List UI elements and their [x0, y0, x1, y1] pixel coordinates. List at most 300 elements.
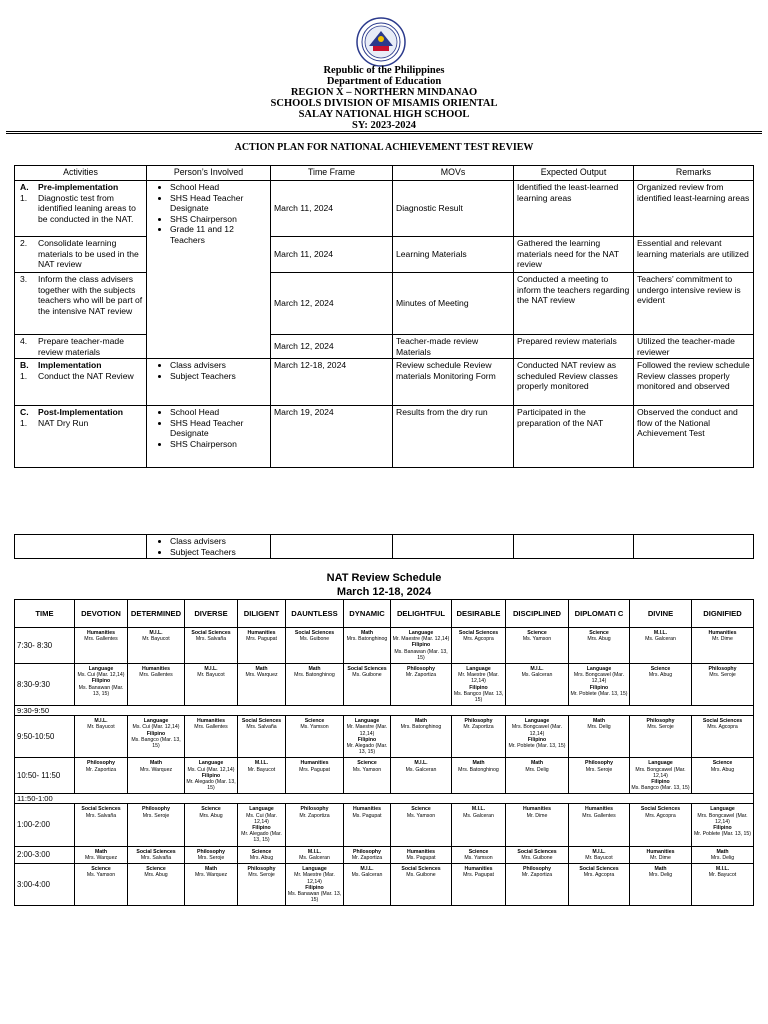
teacher-name: Ms. Yamson — [352, 766, 382, 773]
activity-cell — [15, 335, 147, 359]
subject-label: Language — [88, 666, 114, 673]
subject-label: Filipino — [201, 772, 221, 779]
schedule-cell — [238, 864, 286, 906]
teacher-name: Mr. Bayucot — [142, 636, 170, 643]
teacher-name: Mr. Bayucot — [247, 766, 276, 773]
schedule-subtitle: March 12-18, 2024 — [336, 586, 432, 598]
remarks-cell: Followed the review schedule Review classes properly monitored and observed — [634, 359, 754, 406]
schedule-cell — [128, 758, 185, 794]
subject-label: Humanities — [585, 806, 613, 813]
teacher-name: Mrs. Pagupat — [246, 636, 277, 643]
subject-label: Humanities — [87, 630, 115, 636]
subject-label: Language — [354, 718, 380, 725]
teacher-name: Ms. Galceran — [405, 766, 437, 773]
schedule-cell — [391, 864, 452, 906]
section-label: Implementation — [38, 360, 102, 371]
schedule-row — [15, 846, 754, 863]
subject-label: Math — [654, 866, 667, 873]
break-row — [15, 706, 754, 716]
list-item: • Subject Teachers — [170, 371, 267, 382]
schedule-cell — [452, 628, 506, 664]
subject-label: Humanities — [407, 848, 435, 855]
subject-label: Science — [251, 848, 272, 855]
teacher-name: Mr. Zaportiza — [85, 766, 117, 773]
mov-cell: Learning Materials — [393, 237, 514, 273]
col-section: DIVERSE — [185, 600, 238, 628]
header-region: REGION X – NORTHERN MINDANAO — [290, 87, 478, 98]
schedule-cell — [692, 758, 754, 794]
schedule-cell — [506, 628, 569, 664]
teacher-name: Ms. Banawan (Mar. 13, 15) — [394, 648, 448, 661]
teacher-name: Mr. Maestre (Mar. 12,14) — [392, 636, 450, 643]
subject-label: Philosophy — [708, 666, 737, 673]
schedule-cell — [185, 846, 238, 863]
teacher-name: Mrs. Warquez — [139, 766, 173, 773]
mov-cell: Diagnostic Result — [393, 181, 514, 237]
col-section: DAUNTLESS — [286, 600, 344, 628]
schedule-row — [15, 758, 754, 794]
output-cell: Prepared review materials — [514, 335, 634, 359]
subject-label: Social Sciences — [347, 666, 387, 673]
subject-label: Social Sciences — [702, 718, 743, 725]
schedule-cell — [391, 758, 452, 794]
schedule-cell — [344, 628, 391, 664]
schedule-cell — [185, 628, 238, 664]
schedule-cell — [128, 846, 185, 863]
schedule-cell — [692, 716, 754, 758]
schedule-cell — [506, 716, 569, 758]
teacher-name: Ms. Cui (Mar. 12,14) — [246, 812, 277, 825]
schedule-cell — [506, 758, 569, 794]
teacher-name: Mr. Zaportiza — [463, 724, 494, 731]
subject-label: Math — [530, 760, 544, 767]
subject-label: Humanities — [708, 630, 737, 636]
table-row — [15, 535, 754, 559]
subject-label: Filipino — [357, 736, 377, 743]
item-number: 4. — [20, 336, 28, 346]
schedule-cell — [569, 664, 630, 706]
subject-label: Filipino — [527, 736, 547, 743]
subject-label: Filipino — [411, 642, 431, 649]
schedule-table — [14, 599, 754, 906]
subject-label: Math — [592, 718, 606, 725]
teacher-name: Mrs. Delig — [587, 724, 611, 731]
schedule-cell — [569, 716, 630, 758]
time-slot: 7:30- 8:30 — [15, 628, 75, 664]
col-section: DIVINE — [630, 600, 692, 628]
schedule-cell — [238, 628, 286, 664]
col-persons: Person’s Involved — [147, 166, 271, 181]
teacher-name: Ms. Bangco (Mar. 13, 15) — [453, 690, 504, 704]
remarks-cell: Utilized the teacher-made reviewer — [634, 335, 754, 359]
subject-label: Language — [249, 806, 274, 813]
header-school: SALAY NATIONAL HIGH SCHOOL — [298, 109, 470, 120]
schedule-cell — [75, 846, 128, 863]
teacher-name: Ms. Cui (Mar. 12,14) — [132, 724, 180, 731]
schedule-cell — [238, 804, 286, 846]
subject-label: Filipino — [305, 884, 324, 891]
schedule-cell — [286, 664, 344, 706]
activity-text: Prepare teacher-made review materials — [38, 336, 124, 357]
break-time: 11:50-1:00 — [15, 794, 754, 804]
subject-label: Filipino — [589, 684, 609, 691]
teacher-name: Ms. Cui (Mar. 12,14) — [187, 766, 235, 773]
remarks-cell: Essential and relevant learning materials are utilized — [634, 237, 754, 273]
teacher-name: Mrs. Delig — [648, 872, 673, 879]
output-cell: Participated in the preparation of the NAT — [514, 406, 634, 468]
mov-cell — [393, 535, 514, 559]
subject-label: Philosophy — [464, 718, 493, 725]
table-row — [15, 406, 754, 468]
teacher-name: Mrs. Guibone — [521, 854, 553, 861]
teacher-name: Mrs. Salvaña — [85, 812, 117, 819]
schedule-cell — [344, 716, 391, 758]
time-slot: 9:50-10:50 — [15, 716, 75, 758]
subject-label: M.I.L. — [360, 866, 374, 873]
schedule-cell — [569, 804, 630, 846]
header-department: Department of Education — [326, 76, 442, 87]
schedule-cell — [238, 664, 286, 706]
schedule-cell — [344, 664, 391, 706]
subject-label: Social Sciences — [81, 806, 121, 813]
teacher-name: Ms. Yamson — [86, 872, 116, 879]
schedule-cell — [286, 716, 344, 758]
activity-text: NAT Dry Run — [38, 417, 89, 428]
schedule-cell — [569, 628, 630, 664]
time-slot: 3:00-4:00 — [15, 864, 75, 906]
teacher-name: Mrs. Agcopra — [707, 724, 738, 731]
col-movs: MOVs — [393, 166, 514, 181]
schedule-cell — [569, 864, 630, 906]
schedule-cell — [344, 864, 391, 906]
schedule-cell — [128, 804, 185, 846]
schedule-header-row — [15, 600, 754, 628]
persons-cell — [147, 406, 271, 468]
subject-label: Language — [408, 630, 434, 636]
col-section: DIGNIFIED — [692, 600, 754, 628]
subject-label: Science — [468, 848, 489, 855]
col-section: DISCIPLINED — [506, 600, 569, 628]
teacher-name: Mr. Poblete (Mar. 13, 15) — [508, 743, 566, 750]
time-cell: March 12, 2024 — [271, 273, 393, 335]
schedule-cell — [452, 758, 506, 794]
subject-label: Math — [414, 718, 428, 725]
list-item: • Subject Teachers — [170, 547, 267, 558]
mov-cell: Minutes of Meeting — [393, 273, 514, 335]
teacher-name: Mr. Bayucot — [708, 872, 737, 879]
list-item: • Grade 11 and 12 Teachers — [170, 224, 267, 245]
teacher-name: Mr. Bayucot — [87, 724, 115, 731]
schedule-cell — [75, 664, 128, 706]
activity-cell — [15, 237, 147, 273]
remarks-cell: Organized review from identified least-learning areas — [634, 181, 754, 237]
item-number: 1. — [20, 417, 28, 428]
subject-label: M.I.L. — [530, 666, 544, 673]
col-remarks: Remarks — [634, 166, 754, 181]
list-item: • Class advisers — [170, 360, 267, 371]
subject-label: Social Sciences — [241, 718, 282, 725]
col-time-frame: Time Frame — [271, 166, 393, 181]
subject-label: Language — [524, 718, 550, 725]
teacher-name: Mrs. Warquez — [194, 872, 228, 879]
list-item: • SHS Chairperson — [170, 439, 267, 450]
schedule-cell — [75, 628, 128, 664]
teacher-name: Mrs. Salvaña — [140, 854, 172, 861]
subject-label: M.I.L. — [653, 630, 668, 636]
col-activities: Activities — [15, 166, 147, 181]
teacher-name: Mrs. Bongcawel (Mar. 12,14) — [635, 766, 686, 779]
subject-label: Math — [94, 848, 108, 855]
list-item: • School Head — [170, 407, 267, 418]
teacher-name: Mrs. Agcopra — [583, 872, 615, 879]
schedule-cell — [128, 716, 185, 758]
schedule-cell — [391, 716, 452, 758]
schedule-cell — [630, 664, 692, 706]
teacher-name: Mr. Zaportiza — [521, 872, 553, 879]
subject-label: Social Sciences — [517, 848, 557, 855]
teacher-name: Ms. Banawan (Mar. 13, 15) — [78, 684, 124, 697]
section-label: Pre-implementation — [38, 182, 119, 192]
subject-label: Humanities — [142, 666, 170, 673]
schedule-cell — [506, 664, 569, 706]
teacher-name: Mrs. Pagupat — [299, 766, 330, 773]
header-school-year: SY: 2023-2024 — [351, 120, 417, 131]
teacher-name: Mr. Dime — [650, 854, 671, 861]
teacher-name: Ms. Guibone — [352, 672, 382, 679]
output-cell: Identified the least-learned learning areas — [514, 181, 634, 237]
subject-label: Philosophy — [407, 666, 435, 673]
time-cell: March 11, 2024 — [271, 237, 393, 273]
item-number: 3. — [20, 274, 28, 284]
col-section: DIPLOMATI C — [569, 600, 630, 628]
teacher-name: Ms. Bangco (Mar. 13, 15) — [131, 736, 181, 750]
teacher-name: Ms. Galceran — [645, 636, 676, 643]
teacher-name: Mr. Alegado (Mar. 13, 15) — [346, 743, 388, 756]
break-row — [15, 794, 754, 804]
teacher-name: Mr. Poblete (Mar. 13, 15) — [570, 690, 628, 697]
subject-label: Humanities — [197, 718, 225, 725]
mov-cell: Teacher-made review Materials — [393, 335, 514, 359]
subject-label: Humanities — [353, 806, 381, 813]
subject-label: M.I.L. — [254, 760, 269, 767]
activity-cell — [15, 273, 147, 335]
schedule-cell — [391, 804, 452, 846]
teacher-name: Mrs. Abug — [648, 672, 673, 679]
table-row — [15, 335, 754, 359]
teacher-name: Mrs. Gallentes — [582, 812, 616, 819]
teacher-name: Mr. Bayucot — [197, 672, 225, 679]
teacher-name: Mr. Zaportiza — [405, 672, 437, 679]
teacher-name: Mrs. Seroje — [709, 672, 736, 679]
teacher-name: Mrs. Delig — [525, 766, 549, 773]
subject-label: Math — [204, 866, 218, 873]
subject-label: Science — [527, 630, 547, 636]
list-item: • SHS Chairperson — [170, 214, 267, 225]
teacher-name: Mrs. Batonghinog — [400, 724, 442, 731]
section-label: Post-Implementation — [38, 407, 123, 418]
teacher-name: Mr. Zaportiza — [351, 854, 383, 861]
schedule-cell — [128, 664, 185, 706]
schedule-cell — [506, 846, 569, 863]
teacher-name: Mr. Maestre (Mar. 12,14) — [294, 872, 335, 885]
teacher-name: Mr. Dime — [526, 812, 548, 819]
time-cell: March 19, 2024 — [271, 406, 393, 468]
subject-label: Science — [411, 806, 431, 813]
teacher-name: Mrs. Warquez — [245, 672, 278, 679]
schedule-cell — [630, 628, 692, 664]
teacher-name: Mrs. Seroje — [197, 854, 225, 861]
col-section: DETERMINED — [128, 600, 185, 628]
subject-label: Humanities — [300, 760, 329, 767]
subject-label: Science — [201, 806, 221, 813]
teacher-name: Mrs. Pagupat — [463, 872, 494, 879]
subject-label: Philosophy — [300, 806, 329, 813]
deped-seal-icon — [356, 17, 406, 67]
teacher-name: Mrs. Seroje — [585, 766, 613, 773]
teacher-name: Mrs. Bongcawel (Mar. 12,14) — [697, 812, 748, 825]
teacher-name: Mrs. Seroje — [248, 872, 275, 879]
schedule-cell — [238, 716, 286, 758]
schedule-cell — [286, 758, 344, 794]
schedule-cell — [75, 804, 128, 846]
subject-label: Language — [198, 760, 224, 767]
subject-label: Filipino — [146, 730, 166, 737]
subject-label: Social Sciences — [136, 848, 176, 855]
table-row — [15, 359, 754, 406]
subject-label: Math — [255, 666, 268, 673]
list-item: • SHS Head Teacher Designate — [170, 193, 267, 214]
col-section: DEVOTION — [75, 600, 128, 628]
schedule-cell — [569, 758, 630, 794]
subject-label: Social Sciences — [579, 866, 619, 873]
subject-label: Language — [648, 760, 673, 767]
schedule-cell — [630, 758, 692, 794]
schedule-cell — [692, 664, 754, 706]
persons-cell — [147, 181, 271, 359]
schedule-cell — [238, 758, 286, 794]
activity-cell — [15, 535, 147, 559]
remarks-cell — [634, 535, 754, 559]
schedule-cell — [630, 804, 692, 846]
teacher-name: Mrs. Warquez — [84, 854, 118, 861]
schedule-cell — [692, 804, 754, 846]
teacher-name: Ms. Galceran — [521, 672, 553, 679]
teacher-name: Mr. Maestre (Mar. 12,14) — [346, 724, 388, 737]
teacher-name: Mrs. Agcopra — [463, 636, 494, 643]
list-item: • School Head — [170, 182, 267, 193]
activity-text: Inform the class advisers together with the subjects teachers who will be part of the intensive NAT review — [38, 274, 143, 316]
schedule-cell — [128, 864, 185, 906]
schedule-cell — [506, 804, 569, 846]
subject-label: Filipino — [469, 684, 488, 691]
section-letter: B. — [20, 360, 29, 371]
schedule-cell — [286, 628, 344, 664]
persons-cell — [147, 359, 271, 406]
table-row — [15, 181, 754, 237]
schedule-cell — [391, 846, 452, 863]
subject-label: Language — [466, 666, 491, 673]
remarks-cell: Observed the conduct and flow of the National Achievement Test — [634, 406, 754, 468]
schedule-cell — [75, 758, 128, 794]
teacher-name: Mrs. Delig — [710, 854, 735, 861]
teacher-name: Ms. Galceran — [351, 872, 383, 879]
table-row — [15, 273, 754, 335]
teacher-name: Mrs. Salvaña — [195, 636, 227, 643]
subject-label: M.I.L. — [414, 760, 428, 767]
time-cell: March 11, 2024 — [271, 181, 393, 237]
subject-label: Philosophy — [585, 760, 613, 767]
teacher-name: Mrs. Abug — [587, 636, 611, 643]
teacher-name: Ms. Yamson — [300, 724, 329, 731]
subject-label: M.I.L. — [149, 630, 163, 636]
schedule-row — [15, 804, 754, 846]
teacher-name: Mr. Alegado (Mar. 13, 15) — [186, 779, 236, 792]
schedule-cell — [452, 804, 506, 846]
subject-label: M.I.L. — [715, 866, 730, 873]
subject-label: Social Sciences — [640, 806, 681, 813]
schedule-row — [15, 864, 754, 906]
action-plan-title: ACTION PLAN FOR NATIONAL ACHIEVEMENT TEST REVIEW — [234, 142, 534, 153]
schedule-cell — [630, 864, 692, 906]
subject-label: M.I.L. — [592, 848, 606, 855]
activity-cell — [15, 359, 147, 406]
subject-label: Philosophy — [353, 848, 381, 855]
subject-label: Math — [149, 760, 163, 767]
subject-label: M.I.L. — [204, 666, 218, 673]
schedule-cell — [185, 664, 238, 706]
subject-label: Language — [710, 806, 735, 813]
teacher-name: Mrs. Abug — [199, 812, 223, 819]
teacher-name: Mrs. Salvaña — [246, 724, 277, 731]
subject-label: Filipino — [252, 825, 271, 832]
schedule-cell — [630, 716, 692, 758]
subject-label: Science — [357, 760, 377, 767]
schedule-cell — [452, 846, 506, 863]
schedule-cell — [286, 846, 344, 863]
col-section: DYNAMIC — [344, 600, 391, 628]
subject-label: Philosophy — [646, 718, 675, 725]
schedule-row — [15, 628, 754, 664]
schedule-cell — [569, 846, 630, 863]
teacher-name: Mrs. Abug — [249, 854, 274, 861]
activity-cell — [15, 181, 147, 237]
item-number: 1. — [20, 370, 28, 381]
subject-label: Humanities — [464, 866, 493, 873]
schedule-cell — [344, 804, 391, 846]
teacher-name: Ms. Pagupat — [406, 854, 436, 861]
subject-label: Language — [143, 718, 169, 725]
subject-label: M.I.L. — [307, 848, 322, 855]
teacher-name: Mrs. Batonghinog — [294, 672, 335, 679]
teacher-name: Mrs. Gallentes — [194, 724, 228, 731]
col-section: DESIRABLE — [452, 600, 506, 628]
teacher-name: Ms. Guibone — [406, 872, 436, 879]
header-republic: Republic of the Philippines — [323, 65, 445, 76]
teacher-name: Ms. Galceran — [299, 854, 330, 861]
mov-cell: Review schedule Review materials Monitoring Form — [393, 359, 514, 406]
subject-label: Philosophy — [142, 806, 170, 813]
col-time: TIME — [15, 600, 75, 628]
schedule-cell — [692, 864, 754, 906]
subject-label: Science — [91, 866, 111, 873]
subject-label: Math — [308, 666, 321, 673]
teacher-name: Mrs. Seroje — [142, 812, 170, 819]
subject-label: Social Sciences — [401, 866, 441, 873]
subject-label: Humanities — [247, 630, 276, 636]
schedule-cell — [391, 628, 452, 664]
subject-label: Philosophy — [247, 866, 276, 873]
time-slot: 10:50- 11:50 — [15, 758, 75, 794]
